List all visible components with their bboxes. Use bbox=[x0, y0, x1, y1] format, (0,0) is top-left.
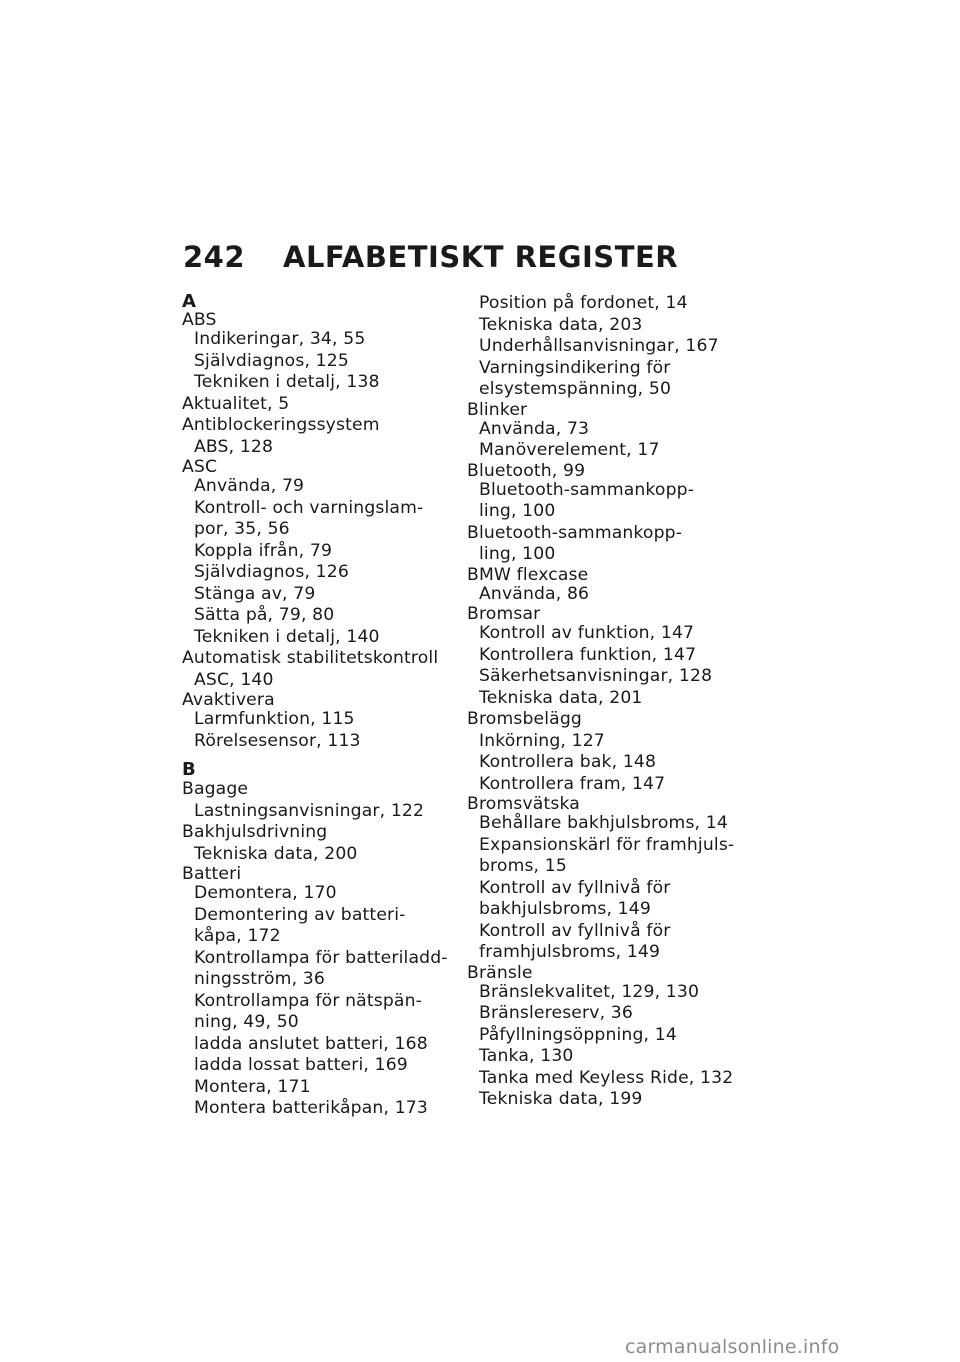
section-letter: B bbox=[182, 759, 196, 780]
index-subentry: Kontroll av fyllnivå för bbox=[479, 877, 671, 898]
index-subentry: Behållare bakhjulsbroms, 14 bbox=[479, 813, 728, 833]
index-subentry: Demontera, 170 bbox=[194, 883, 337, 903]
index-term: Bränsle bbox=[467, 962, 533, 983]
index-subentry: Montera batterikåpan, 173 bbox=[194, 1098, 428, 1118]
index-subentry: Tekniska data, 199 bbox=[479, 1089, 643, 1109]
index-subentry: elsystemspänning, 50 bbox=[479, 379, 672, 399]
index-subentry: Använda, 79 bbox=[194, 476, 305, 496]
index-term-continuation: ling, 100 bbox=[479, 544, 556, 564]
index-term: Batteri bbox=[182, 864, 242, 884]
index-term: Avaktivera bbox=[182, 690, 275, 710]
index-term-continuation: Tekniska data, 200 bbox=[194, 843, 358, 864]
index-subentry: Montera, 171 bbox=[194, 1076, 311, 1097]
index-term: BMW flexcase bbox=[467, 564, 589, 585]
index-subentry: Kontrollera bak, 148 bbox=[479, 752, 657, 772]
index-term: Bromsbelägg bbox=[467, 709, 582, 729]
index-term-continuation: Inkörning, 127 bbox=[479, 730, 605, 751]
index-subentry: framhjulsbroms, 149 bbox=[479, 942, 661, 962]
index-subentry: Kontrollera funktion, 147 bbox=[479, 644, 697, 665]
index-subentry: Bränslekvalitet, 129, 130 bbox=[479, 981, 700, 1002]
index-term: Aktualitet, 5 bbox=[182, 393, 290, 414]
index-term: Bakhjulsdrivning bbox=[182, 822, 328, 842]
index-subentry: Tanka, 130 bbox=[479, 1046, 574, 1066]
index-term: Bromsvätska bbox=[467, 794, 580, 814]
index-subentry: Kontroll av funktion, 147 bbox=[479, 623, 695, 643]
index-subentry: Sätta på, 79, 80 bbox=[194, 605, 335, 625]
index-subentry: Självdiagnos, 125 bbox=[194, 350, 349, 371]
section-letter: A bbox=[182, 291, 197, 312]
index-term: Bagage bbox=[182, 779, 249, 799]
index-subentry: Rörelsesensor, 113 bbox=[194, 730, 361, 751]
index-term-continuation: Lastningsanvisningar, 122 bbox=[194, 800, 425, 821]
index-subentry: Använda, 73 bbox=[479, 418, 590, 439]
index-term: ABS bbox=[182, 310, 217, 330]
index-subentry: por, 35, 56 bbox=[194, 519, 290, 539]
index-subentry: Demontering av batteri- bbox=[194, 904, 406, 925]
index-subentry: bakhjulsbroms, 149 bbox=[479, 899, 651, 919]
index-subentry: Säkerhetsanvisningar, 128 bbox=[479, 666, 713, 686]
index-term: Bluetooth-sammankopp- bbox=[467, 522, 683, 543]
index-subentry: Tekniken i detalj, 140 bbox=[194, 626, 380, 647]
index-subentry: Tekniska data, 203 bbox=[479, 314, 643, 335]
index-subentry: Kontrollera fram, 147 bbox=[479, 773, 666, 794]
index-term-continuation: ABS, 128 bbox=[194, 436, 274, 457]
index-subentry: Tanka med Keyless Ride, 132 bbox=[479, 1067, 734, 1088]
index-subentry: Självdiagnos, 126 bbox=[194, 562, 349, 582]
index-subentry: Manöverelement, 17 bbox=[479, 440, 660, 460]
index-subentry: Koppla ifrån, 79 bbox=[194, 540, 333, 561]
index-subentry: ladda lossat batteri, 169 bbox=[194, 1055, 408, 1075]
index-subentry: broms, 15 bbox=[479, 856, 567, 876]
page-header bbox=[183, 240, 678, 274]
index-term: Bluetooth, 99 bbox=[467, 460, 586, 481]
index-subentry: Position på fordonet, 14 bbox=[479, 293, 688, 313]
index-subentry: Kontroll av fyllnivå för bbox=[479, 920, 671, 941]
index-subentry: Indikeringar, 34, 55 bbox=[194, 329, 366, 349]
index-term: ASC bbox=[182, 457, 218, 477]
index-term: Antiblockeringssystem bbox=[182, 415, 380, 435]
index-subentry: Kontrollampa för batteriladd- bbox=[194, 947, 448, 968]
page-number: 242 bbox=[183, 240, 246, 274]
index-term: Automatisk stabilitetskontroll bbox=[182, 648, 439, 668]
index-subentry: ning, 49, 50 bbox=[194, 1012, 299, 1032]
index-term-continuation: ASC, 140 bbox=[194, 669, 274, 690]
index-subentry: Kontroll- och varningslam- bbox=[194, 497, 424, 518]
index-subentry: Bluetooth-sammankopp- bbox=[479, 479, 695, 500]
index-subentry: Expansionskärl för framhjuls- bbox=[479, 834, 735, 855]
index-subentry: Larmfunktion, 115 bbox=[194, 709, 355, 729]
index-term: Bromsar bbox=[467, 604, 541, 624]
index-subentry: ladda anslutet batteri, 168 bbox=[194, 1033, 428, 1054]
index-term: Blinker bbox=[467, 399, 528, 420]
watermark: carmanualsonline.info bbox=[625, 1336, 840, 1358]
index-subentry: Stänga av, 79 bbox=[194, 583, 316, 604]
index-subentry: Bränslereserv, 36 bbox=[479, 1003, 633, 1023]
index-column-right bbox=[467, 293, 752, 1111]
index-subentry: Använda, 86 bbox=[479, 583, 590, 604]
index-subentry: Tekniken i detalj, 138 bbox=[194, 372, 380, 392]
index-subentry: ningsström, 36 bbox=[194, 969, 325, 989]
index-subentry: Varningsindikering för bbox=[479, 357, 671, 378]
index-subentry: kåpa, 172 bbox=[194, 926, 281, 946]
index-column-left bbox=[182, 293, 467, 1120]
index-subentry: Underhållsanvisningar, 167 bbox=[479, 336, 719, 356]
index-subentry: Tekniska data, 201 bbox=[479, 687, 643, 708]
index-subentry: ling, 100 bbox=[479, 501, 556, 521]
index-subentry: Kontrollampa för nätspän- bbox=[194, 990, 423, 1011]
index-subentry: Påfyllningsöppning, 14 bbox=[479, 1024, 677, 1045]
page-title: ALFABETISKT REGISTER bbox=[283, 240, 679, 274]
